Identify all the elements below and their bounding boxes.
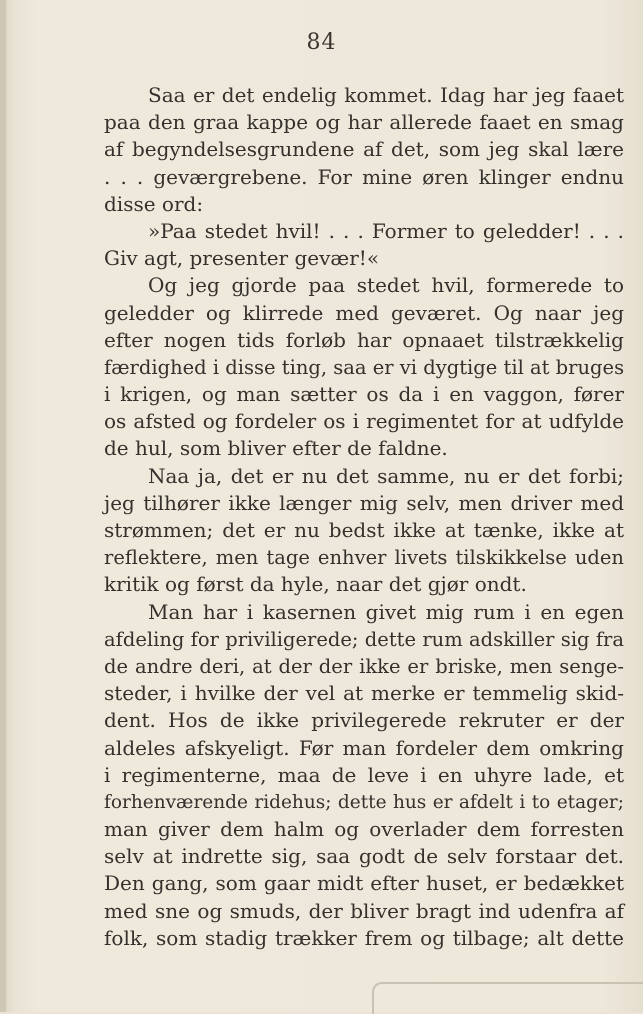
text-line: jeg tilhører ikke længer mig selv, men driver med	[104, 490, 624, 515]
page-edge-mark	[372, 982, 643, 1014]
text-line: Giv agt, presenter gevær!«	[104, 246, 380, 271]
text-line: Og jeg gjorde paa stedet hvil, formerede to	[148, 273, 624, 298]
text-line: i regimenterne, maa de leve i en uhyre lade, et	[104, 762, 624, 787]
text-line: forhenværende ridehus; dette hus er afdelt i to etager;	[104, 791, 624, 813]
text-line: paa den graa kappe og har allerede faaet en smag	[104, 110, 624, 135]
text-line: kritik og først da hyle, naar det gjør ondt.	[104, 572, 527, 597]
text-line: dent. Hos de ikke privilegerede rekruter er der	[104, 708, 624, 733]
text-line: strømmen; det er nu bedst ikke at tænke, ikke at	[104, 518, 624, 542]
text-line: afdeling for priviligerede; dette rum adskiller sig fra	[104, 627, 624, 651]
text-line: os afsted og fordeler os i regimentet for at udfylde	[104, 409, 624, 434]
text-line: Saa er det endelig kommet. Idag har jeg faaet	[148, 83, 624, 107]
text-line: reflektere, men tage enhver livets tilskikkelse uden	[104, 546, 624, 570]
text-line: geledder og klirrede med geværet. Og naar jeg	[104, 300, 624, 325]
text-line: aldeles afskyeligt. Før man fordeler dem omkring	[104, 735, 624, 760]
text-line: de hul, som bliver efter de faldne.	[104, 436, 448, 461]
text-line: disse ord:	[104, 191, 204, 216]
page-gutter-shadow	[0, 0, 6, 1012]
text-line: folk, som stadig trækker frem og tilbage; alt dette	[104, 925, 624, 950]
text-line: Den gang, som gaar midt efter huset, er bedækket	[104, 871, 624, 896]
text-line: selv at indrette sig, saa godt de selv forstaar det.	[104, 844, 624, 869]
text-line: efter nogen tids forløb har opnaaet tilstrækkelig	[104, 327, 624, 352]
text-line: færdighed i disse ting, saa er vi dygtige til at bruges	[104, 355, 625, 379]
text-line: man giver dem halm og overlader dem forresten	[104, 817, 624, 842]
text-line: Man har i kasernen givet mig rum i en egen	[148, 599, 624, 624]
text-line: de andre deri, at der der ikke er briske, men senge-	[104, 654, 624, 678]
text-line: »Paa stedet hvil! . . . Former to geledder! . . .	[148, 218, 624, 243]
text-line: steder, i hvilke der vel at merke er temmelig skid-	[104, 681, 624, 706]
text-line: af begyndelsesgrundene af det, som jeg skal lære	[104, 137, 624, 162]
page-number: 84	[306, 30, 337, 55]
text-line: med sne og smuds, der bliver bragt ind udenfra af	[104, 898, 624, 923]
text-line: . . . geværgrebene. For mine øren klinger endnu	[104, 164, 624, 189]
text-line: Naa ja, det er nu det samme, nu er det forbi;	[148, 463, 624, 488]
body-text	[104, 82, 624, 952]
text-line: i krigen, og man sætter os da i en vaggon, fører	[104, 382, 624, 407]
